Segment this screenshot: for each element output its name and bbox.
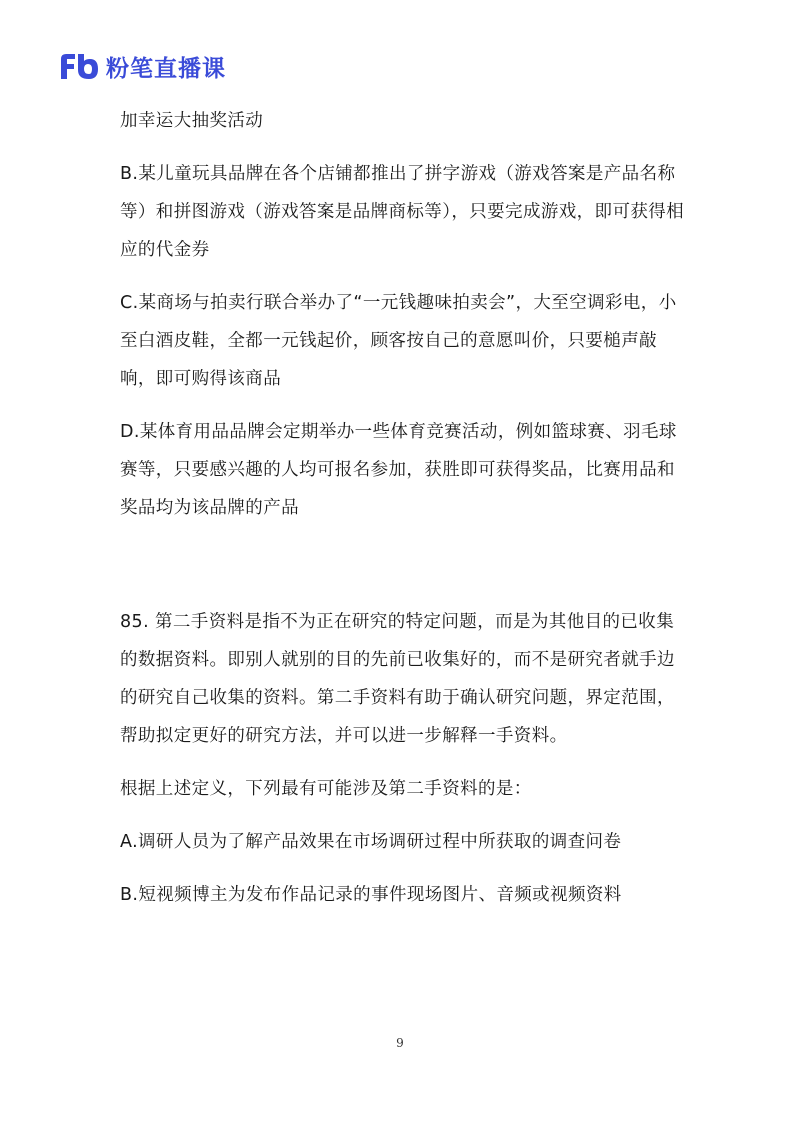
previous-question-option-d: D.某体育用品品牌会定期举办一些体育竞赛活动，例如篮球赛、羽毛球赛等，只要感兴趣的人均可报名参加，获胜即可获得奖品，比赛用品和奖品均为该品牌的产品 [120, 422, 677, 518]
page-number: 9 [396, 1036, 404, 1050]
previous-option-tail: 加幸运大抽奖活动 [120, 111, 264, 131]
document-body [120, 102, 690, 914]
fenbi-logo-icon [58, 51, 100, 81]
question-85-option-a: A.调研人员为了解产品效果在市场调研过程中所获取的调查问卷 [120, 832, 622, 852]
previous-question-option-b: B.某儿童玩具品牌在各个店铺都推出了拼字游戏（游戏答案是产品名称等）和拼图游戏（游戏答案是品牌商标等），只要完成游戏，即可获得相应的代金券 [120, 164, 685, 260]
question-85-option-b: B.短视频博主为发布作品记录的事件现场图片、音频或视频资料 [120, 885, 622, 905]
logo-text: 粉笔直播课 [106, 55, 226, 82]
question-85-stem: 85. 第二手资料是指不为正在研究的特定问题，而是为其他目的已收集的数据资料。即别人就别的目的先前已收集好的，而不是研究者就手边的研究自己收集的资料。第二手资料有助于确认研究问题，界定范围，帮助拟定更好的研究方法，并可以进一步解释一手资料。 [120, 612, 675, 746]
page-header [58, 48, 226, 84]
previous-question-option-c: C.某商场与拍卖行联合举办了“一元钱趣味拍卖会”，大至空调彩电，小至白酒皮鞋，全都一元钱起价，顾客按自己的意愿叫价，只要槌声敲响，即可购得该商品 [120, 293, 677, 389]
question-85-prompt: 根据上述定义，下列最有可能涉及第二手资料的是： [120, 779, 532, 799]
